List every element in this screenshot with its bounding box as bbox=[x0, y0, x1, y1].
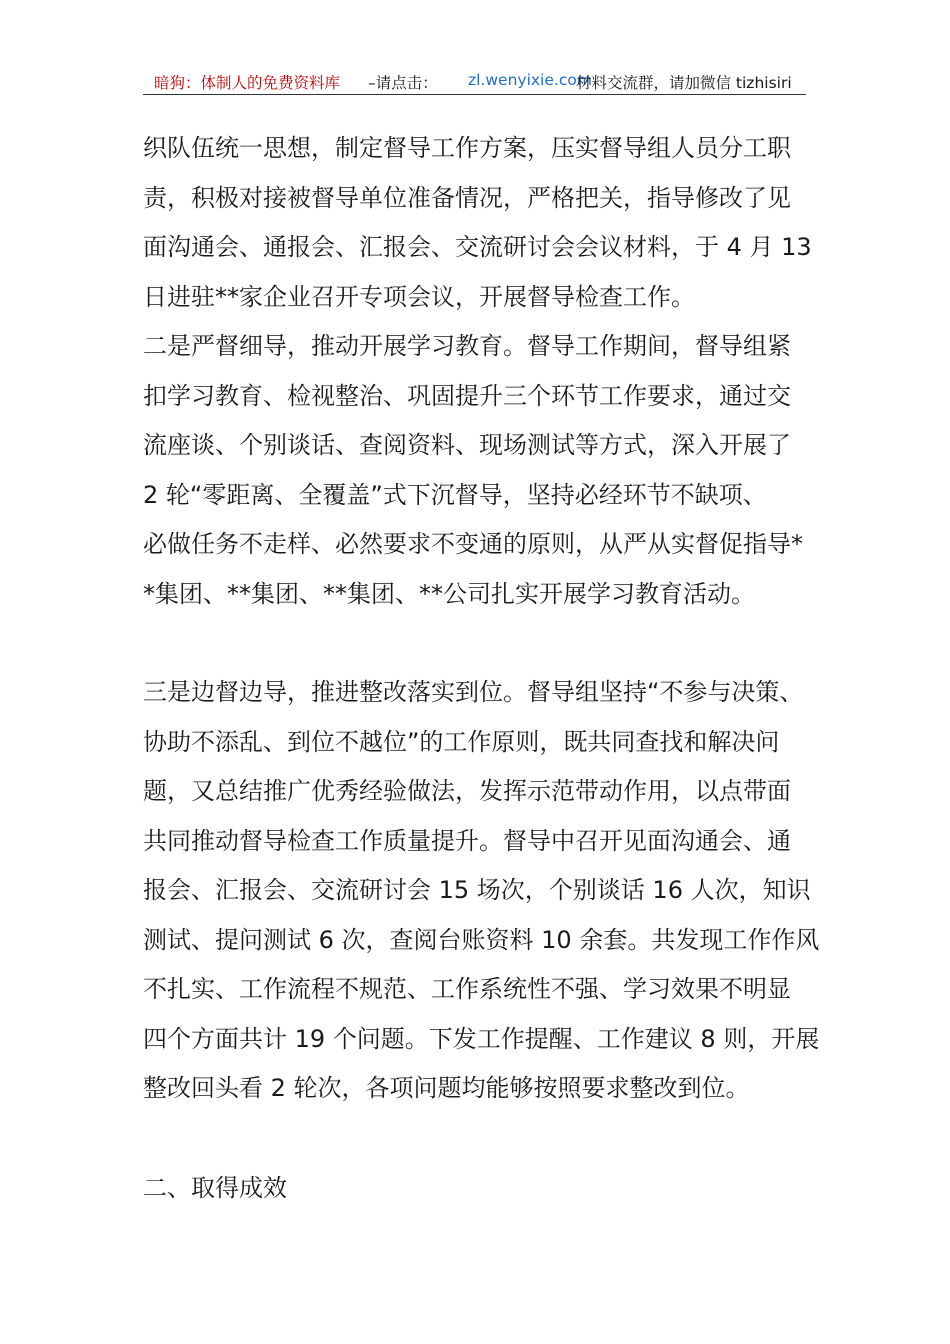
text-line: 共同推动督导检查工作质量提升。督导中召开见面沟通会、通 bbox=[143, 826, 791, 855]
document-body bbox=[143, 124, 823, 1213]
text-line: *集团、**集团、**集团、**公司扎实开展学习教育活动。 bbox=[143, 579, 755, 608]
text-line: 整改回头看 2 轮次，各项问题均能够按照要求整改到位。 bbox=[143, 1074, 750, 1102]
text-line: 二是严督细导，推动开展学习教育。督导工作期间，督导组紧 bbox=[143, 332, 791, 360]
text-line: 责，积极对接被督导单位准备情况，严格把关，指导修改了见 bbox=[143, 183, 791, 212]
page-header bbox=[143, 68, 806, 95]
text-line: 不扎实、工作流程不规范、工作系统性不强、学习效果不明显 bbox=[143, 975, 791, 1003]
paragraph-2 bbox=[143, 322, 823, 619]
text-line: 日进驻**家企业召开专项会议，开展督导检查工作。 bbox=[143, 282, 695, 311]
text-line: 测试、提问测试 6 次，查阅台账资料 10 余套。共发现工作作风 bbox=[143, 925, 820, 954]
paragraph-3 bbox=[143, 668, 823, 1114]
header-click-prompt: –请点击： bbox=[368, 74, 438, 92]
text-line: 报会、汇报会、交流研讨会 15 场次，个别谈话 16 人次，知识 bbox=[143, 876, 811, 904]
paragraph-spacer bbox=[143, 1114, 823, 1164]
header-title: 暗狗：体制人的免费资料库 bbox=[154, 74, 341, 92]
paragraph-spacer bbox=[143, 619, 823, 668]
paragraph-1 bbox=[143, 124, 823, 322]
text-line: 2 轮“零距离、全覆盖”式下沉督导，坚持必经环节不缺项、 bbox=[143, 480, 767, 509]
text-line: 四个方面共计 19 个问题。下发工作提醒、工作建议 8 则，开展 bbox=[143, 1024, 820, 1053]
text-line: 织队伍统一思想，制定督导工作方案，压实督导组人员分工职 bbox=[143, 134, 791, 162]
text-line: 协助不添乱、到位不越位”的工作原则，既共同查找和解决问 bbox=[143, 727, 780, 756]
text-line: 必做任务不走样、必然要求不变通的原则，从严从实督促指导* bbox=[143, 530, 803, 558]
header-wechat-note: 材料交流群，请加微信 tizhisiri bbox=[576, 74, 792, 92]
text-line: 题，又总结推广优秀经验做法，发挥示范带动作用，以点带面 bbox=[143, 777, 791, 805]
text-line: 面沟通会、通报会、汇报会、交流研讨会会议材料，于 4 月 13 bbox=[143, 233, 812, 261]
text-line: 流座谈、个别谈话、查阅资料、现场测试等方式，深入开展了 bbox=[143, 431, 791, 459]
text-line: 三是边督边导，推进整改落实到位。督导组坚持“不参与决策、 bbox=[143, 678, 804, 706]
header-url-link[interactable]: zl.wenyixie.com bbox=[468, 71, 592, 89]
text-line: 扣学习教育、检视整治、巩固提升三个环节工作要求，通过交 bbox=[143, 381, 791, 410]
section-heading: 二、取得成效 bbox=[143, 1173, 287, 1202]
